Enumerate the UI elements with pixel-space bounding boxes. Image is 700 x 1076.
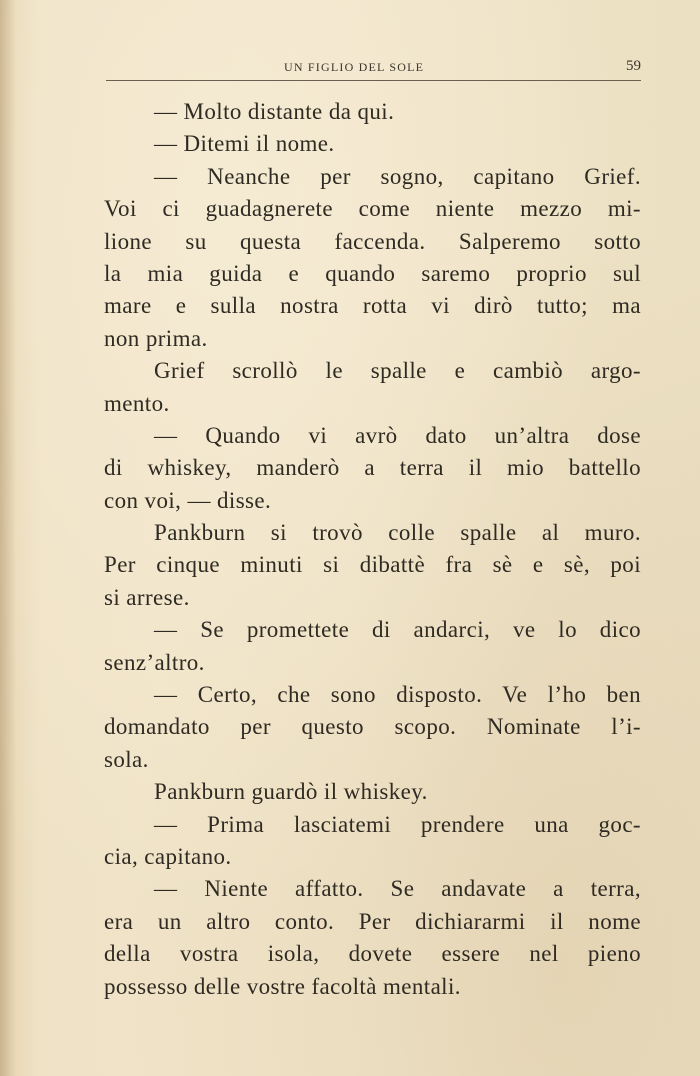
text-line: la mia guida e quando saremo proprio sul xyxy=(104,260,641,286)
text-line: Voi ci guadagnerete come niente mezzo mi- xyxy=(104,196,641,222)
text-line: lione su questa faccenda. Salperemo sotto xyxy=(104,228,641,254)
text-line: Pankburn si trovò colle spalle al muro. xyxy=(154,520,641,546)
body-text xyxy=(104,96,641,1003)
text-line: — Neanche per sogno, capitano Grief. xyxy=(154,163,641,189)
text-line: non prima. xyxy=(104,325,208,351)
text-line: Pankburn guardò il whiskey. xyxy=(154,779,428,805)
text-line: — Quando vi avrò dato un’altra dose xyxy=(154,422,641,448)
text-line: Grief scrollò le spalle e cambiò argo- xyxy=(154,358,641,384)
text-line: — Certo, che sono disposto. Ve l’ho ben xyxy=(154,682,641,708)
text-line: della vostra isola, dovete essere nel pieno xyxy=(104,941,641,967)
text-line: possesso delle vostre facoltà mentali. xyxy=(104,973,461,999)
text-line: mare e sulla nostra rotta vi dirò tutto; ma xyxy=(104,293,641,319)
page-number: 59 xyxy=(626,58,641,74)
text-line: mento. xyxy=(104,390,170,416)
text-line: — Ditemi il nome. xyxy=(154,131,335,157)
text-line: — Prima lasciatemi prendere una goc- xyxy=(154,811,641,837)
text-line: con voi, — disse. xyxy=(104,487,272,513)
text-line: si arrese. xyxy=(104,584,190,610)
text-line: domandato per questo scopo. Nominate l’i- xyxy=(104,714,641,740)
text-line: — Molto distante da qui. xyxy=(154,99,395,124)
text-line: di whiskey, manderò a terra il mio battello xyxy=(104,455,641,481)
text-line: era un altro conto. Per dichiararmi il nome xyxy=(104,908,641,934)
text-line: Per cinque minuti si dibattè fra sè e sè, poi xyxy=(104,552,641,578)
text-line: senz’altro. xyxy=(104,649,205,675)
text-line: sola. xyxy=(104,746,149,772)
running-title: UN FIGLIO DEL SOLE xyxy=(284,60,425,74)
running-header xyxy=(106,56,641,78)
page-edge-shadow xyxy=(0,0,16,1076)
text-line: cia, capitano. xyxy=(104,843,232,869)
header-rule xyxy=(106,80,641,81)
text-line: — Niente affatto. Se andavate a terra, xyxy=(154,876,641,902)
text-line: — Se promettete di andarci, ve lo dico xyxy=(154,617,641,643)
